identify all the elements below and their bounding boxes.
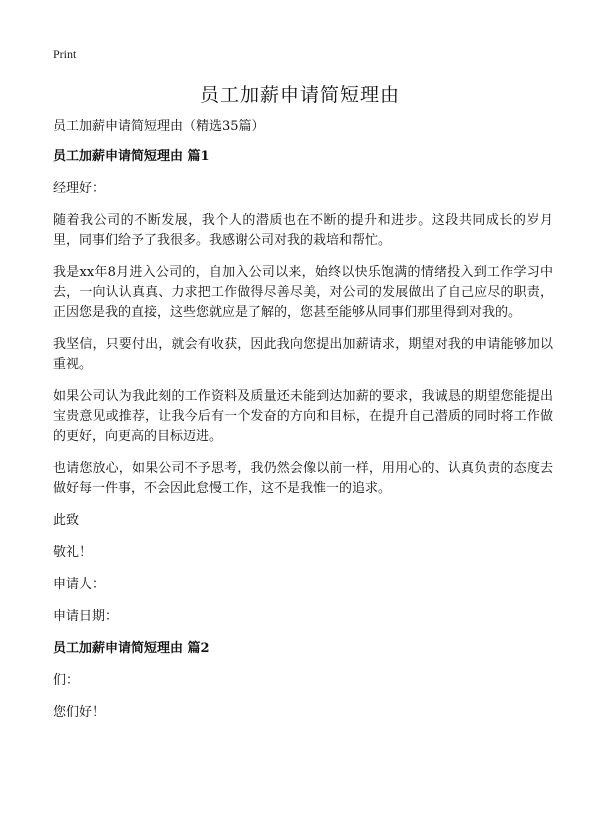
paragraph: 我坚信，只要付出，就会有收获，因此我向您提出加薪请求，期望对我的申请能够加以重视。 (53, 337, 553, 372)
section-heading-1: 员工加薪申请简短理由 篇1 (53, 149, 210, 164)
closing-line: 此致 (53, 513, 80, 528)
salutation-line: 们： (53, 673, 80, 688)
section-heading-2: 员工加薪申请简短理由 篇2 (53, 641, 210, 656)
paragraph: 也请您放心，如果公司不予思考，我仍然会像以前一样，用用心的、认真负责的态度去做好每一件事，不会因此怠慢工作，这不是我惟一的追求。 (53, 461, 553, 496)
greeting: 您们好！ (53, 705, 106, 720)
greeting: 经理好： (53, 181, 106, 196)
document-body (53, 117, 553, 735)
print-link[interactable]: Print (53, 47, 77, 61)
paragraph: 如果公司认为我此刻的工作资料及质量还未能到达加薪的要求，我诚恳的期望您能提出宝贵意见或推荐，让我今后有一个发奋的方向和目标，在提升自己潜质的同时将工作做的更好，向更高的目标迈进。 (53, 389, 553, 444)
closing-line: 敬礼！ (53, 545, 93, 560)
paragraph: 随着我公司的不断发展，我个人的潜质也在不断的提升和进步。这段共同成长的岁月里，同事们给予了我很多。我感谢公司对我的栽培和帮忙。 (53, 213, 553, 248)
page-title: 员工加薪申请简短理由 (199, 84, 400, 106)
paragraph: 我是xx年8月进入公司的，自加入公司以来，始终以快乐饱满的情绪投入到工作学习中去，一向认认真真、力求把工作做得尽善尽美，对公司的发展做出了自己应尽的职责，正因您是我的直接，这些您就应是了解的，您甚至能够从同事们那里得到对我的。 (53, 265, 553, 320)
date-line: 申请日期： (53, 609, 119, 624)
document-subtitle: 员工加薪申请简短理由（精选35篇） (53, 119, 265, 134)
applicant-line: 申请人： (53, 577, 106, 592)
